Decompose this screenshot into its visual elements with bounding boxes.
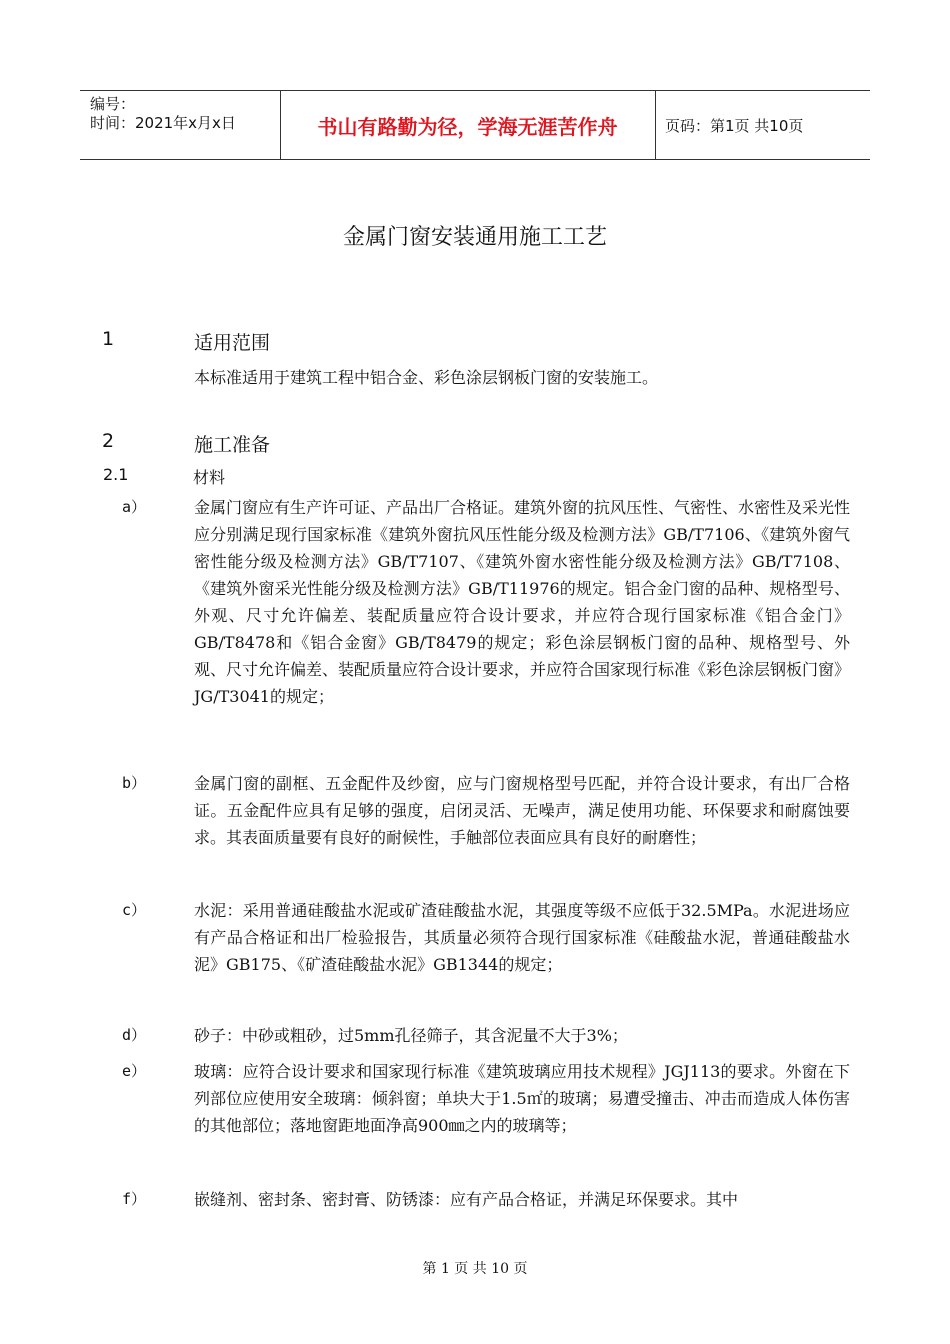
list-marker: b） [122,774,147,792]
subsection-number: 2.1 [103,465,129,484]
document-title: 金属门窗安装通用施工工艺 [342,225,607,250]
list-marker: e） [122,1062,147,1080]
subsection-title: 材料 [193,468,226,487]
section-number: 1 [102,328,115,350]
list-marker: f） [122,1190,147,1208]
list-item-text: 砂子：中砂或粗砂，过5mm孔径筛子，其含泥量不大于3%； [194,1026,628,1045]
list-item-text: 金属门窗应有生产许可证、产品出厂合格证。建筑外窗的抗风压性、气密性、水密性及采光性应分别满足现行国家标准《建筑外窗抗风压性能分级及检测方法》GB/T7106、《建筑外窗气密性能分级及检测方法》GB/T7107、《建筑外窗水密性能分级及检测方法》GB/T7108、《建筑外窗采光性能分级及检测方法》GB/T11976的规定。铝合金门窗的品种、规格型号、外观、尺寸允许偏差、装配质量应符合设计要求，并应符合现行国家标准《铝合金门》GB/T8478和《铝合金窗》GB/T8479的规定；彩色涂层钢板门窗的品种、规格型号、外观、尺寸允许偏差、装配质量应符合设计要求，并应符合国家现行标准《彩色涂层钢板门窗》JG/T3041的规定； [194,498,851,706]
section-1-heading [102,328,802,354]
header-table [80,90,870,160]
list-marker: c） [122,901,147,919]
section-1-body: 本标准适用于建筑工程中铝合金、彩色涂层钢板门窗的安装施工。 [194,368,659,387]
list-marker: a） [122,498,147,516]
header-divider [655,91,656,159]
section-2-heading [102,430,802,456]
section-title: 施工准备 [194,434,271,456]
list-item-text: 金属门窗的副框、五金配件及纱窗，应与门窗规格型号匹配，并符合设计要求，有出厂合格证。五金配件应具有足够的强度，启闭灵活、无噪声，满足使用功能、环保要求和耐腐蚀要求。其表面质量要有良好的耐候性，手触部位表面应具有良好的耐磨性； [194,774,850,847]
time-label: 时间：2021年x月x日 [90,114,236,132]
page-footer: 第 1 页 共 10 页 [422,1261,528,1277]
number-label: 编号： [90,95,136,113]
header-meta [90,95,280,133]
list-item-text: 玻璃：应符合设计要求和国家现行标准《建筑玻璃应用技术规程》JGJ113的要求。外窗在下列部位应使用安全玻璃：倾斜窗；单块大于1.5㎡的玻璃；易遭受撞击、冲击而造成人体伤害的其他部位；落地窗距地面净高900㎜之内的玻璃等； [194,1062,850,1135]
header-page-info: 页码：第1页 共10页 [665,116,804,135]
list-item-text: 嵌缝剂、密封条、密封膏、防锈漆：应有产品合格证，并满足环保要求。其中 [194,1190,739,1209]
section-title: 适用范围 [194,332,271,354]
section-number: 2 [102,430,115,452]
list-marker: d） [122,1026,147,1044]
header-motto: 书山有路勤为径，学海无涯苦作舟 [317,114,618,139]
subsection-2-1-heading [103,465,803,487]
list-item-text: 水泥：采用普通硅酸盐水泥或矿渣硅酸盐水泥，其强度等级不应低于32.5MPa。水泥进场应有产品合格证和出厂检验报告，其质量必须符合现行国家标准《硅酸盐水泥，普通硅酸盐水泥》GB175、《矿渣硅酸盐水泥》GB1344的规定； [194,901,850,974]
